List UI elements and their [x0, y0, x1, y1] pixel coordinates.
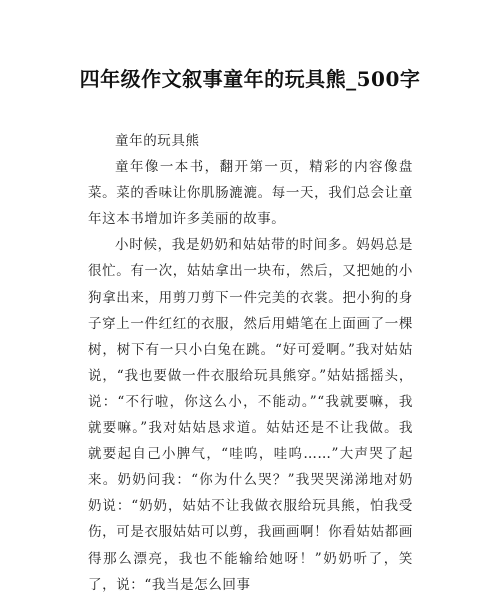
paragraph: 童年像一本书，翻开第一页，精彩的内容像盘菜。菜的香味让你肌肠漉漉。每一天，我们总会让童年这本书增加许多美丽的故事。 [88, 159, 413, 228]
document-body [88, 128, 413, 598]
essay-heading: 童年的玩具熊 [115, 133, 200, 149]
document-title: 四年级作文叙事童年的玩具熊_500字 [79, 67, 421, 91]
paragraph: 小时候，我是奶奶和姑姑带的时间多。妈妈总是很忙。有一次，姑姑拿出一块布，然后，又把她的小狗拿出来，用剪刀剪下一件完美的衣裳。把小狗的身子穿上一件红红的衣服，然后用蜡笔在上面画了一棵树，树下有一只小白兔在跳。“好可爱啊。”我对姑姑说，“我也要做一件衣服给玩具熊穿。”姑姑摇摇头，说：“不行啦，你这么小，不能动。”“我就要嘛，我就要嘛。”我对姑姑恳求道。姑姑还是不让我做。我就要起自己小脾气，“哇呜，哇呜……”大声哭了起来。奶奶问我：“你为什么哭？”我哭哭涕涕地对奶奶说：“奶奶，姑姑不让我做衣服给玩具熊，怕我受伤，可是衣服姑姑可以剪，我画画啊！你看姑姑都画得那么漂亮，我也不能输给她呀！”奶奶听了，笑了，说：“我当是怎么回事 [88, 237, 413, 593]
